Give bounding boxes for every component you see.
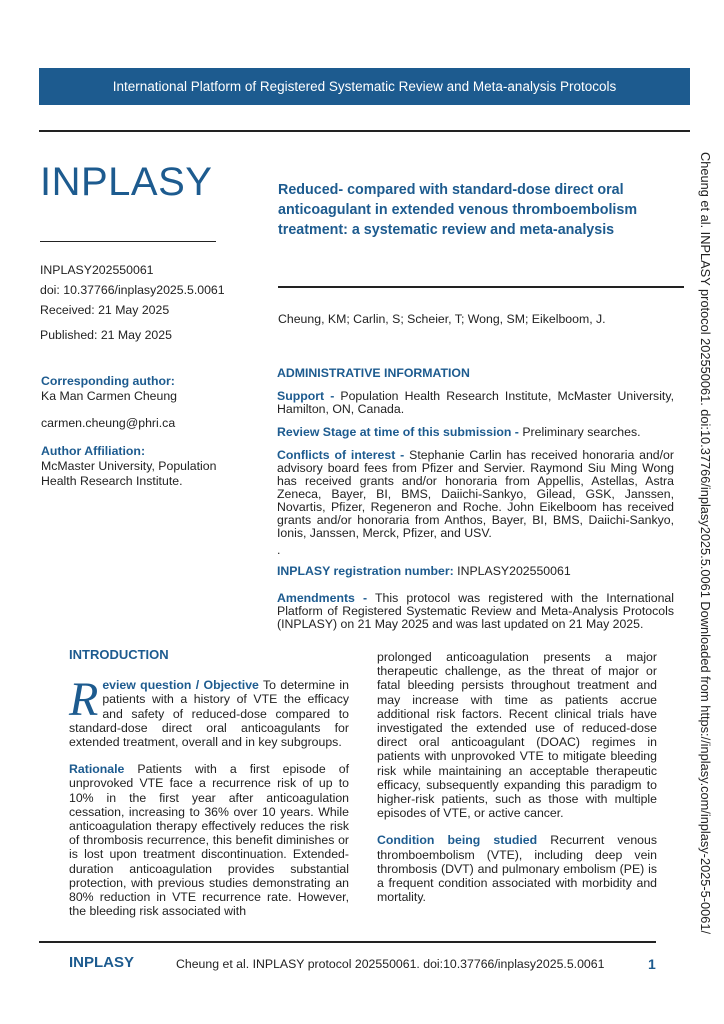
conflicts-text: Stephanie Carlin has received honoraria and/or advisory board fees from Pfizer and Servier. Raymond Siu Ming Wong has received grants and/or honoraria from Appellis, Astellas, Astra Zeneca, Bayer, BI, BMS, Daiichi-Sankyo, Gilead, GSK, Janssen, Novartis, Pfizer, Regeneron and Roche. John Eikelboom has received grants and/or honoraria from Anthos, Bayer, BI, BMS, Daiichi-Sankyo, Ionis, Janssen, Merck, Pfizer, and USV.: [277, 448, 674, 540]
amendments-paragraph: [277, 592, 674, 631]
affiliation-text: McMaster University, Population Health Research Institute.: [41, 459, 217, 488]
logo-divider: [40, 241, 216, 242]
review-question-paragraph: [69, 673, 349, 750]
rationale-text: Patients with a first episode of unprovoked VTE face a recurrence risk of up to 10% in the first year after anticoagulation cessation, increasing to 36% over 10 years. While anticoagulation therapy effectively reduces the risk of thrombosis recurrence, this benefit diminishes or is lost upon treatment discontinuation. Extended-duration anticoagulation provides substantial protection, with previous studies demonstrating an 80% reduction in VTE recurrence rate. However, the bleeding risk associated with: [69, 762, 349, 919]
footer-citation: Cheung et al. INPLASY protocol 202550061. doi:10.37766/inplasy2025.5.0061: [176, 957, 605, 971]
review-question-label: eview question / Objective: [102, 678, 259, 693]
condition-label: Condition being studied: [377, 833, 538, 848]
registration-label: INPLASY registration number:: [277, 564, 454, 578]
introduction-heading: INTRODUCTION: [69, 647, 169, 662]
stage-text: Preliminary searches.: [518, 425, 641, 439]
support-label: Support -: [277, 389, 335, 403]
rationale-continued: prolonged anticoagulation presents a major therapeutic challenge, as the threat of major or fatal bleeding persists throughout treatment and may increase with time as patients accrue additional risk factors. Recent clinical trials have investigated the extended use of reduced-dose direct oral anticoagulant (DOAC) regimes in patients with unprovoked VTE to mitigate bleeding risk while maintaining an acceptable therapeutic efficacy, subsequently expanding this paradigm to higher-risk patients, such as those with multiple episodes of VTE, or active cancer.: [377, 650, 657, 821]
amendments-label: Amendments -: [277, 591, 368, 605]
protocol-id: INPLASY202550061: [40, 263, 154, 277]
administrative-info: [277, 367, 674, 641]
received-date: Received: 21 May 2025: [40, 303, 170, 317]
admin-heading: ADMINISTRATIVE INFORMATION: [277, 366, 470, 380]
header-banner: International Platform of Registered Systematic Review and Meta-analysis Protocols: [39, 68, 690, 105]
journal-logo: INPLASY: [40, 160, 213, 204]
intro-right-column: [377, 650, 657, 917]
registration-paragraph: [277, 565, 674, 578]
amendments-text: This protocol was registered with the International Platform of Registered Systematic Review and Meta-Analysis Protocols (INPLASY) on 21 May 2025 and was last updated on 21 May 2025.: [277, 591, 674, 631]
review-question-text: To determine in patients with a history of VTE the efficacy and safety of reduced-dose compared to standard-dose direct oral anticoagulants for extended treatment, overall and in key subgroups.: [69, 678, 349, 750]
protocol-meta: [40, 260, 225, 345]
side-download-notice: Cheung et al. INPLASY protocol 202550061. doi:10.37766/inplasy2025.5.0061 Downloaded from https://inplasy.com/inplasy-2025-5-0061/: [698, 152, 713, 935]
rationale-label: Rationale: [69, 762, 125, 777]
footer-divider: [39, 941, 656, 943]
stray-dot: .: [277, 543, 281, 557]
condition-text: Recurrent venous thromboembolism (VTE), including deep vein thrombosis (DVT) and pulmonary embolism (PE) is a frequent condition associated with morbidity and mortality.: [377, 833, 658, 905]
conflicts-label: Conflicts of interest -: [277, 448, 405, 462]
page-number: 1: [648, 956, 656, 972]
intro-left-column: [69, 648, 349, 931]
corresponding-email[interactable]: carmen.cheung@phri.ca: [41, 416, 176, 430]
support-paragraph: [277, 390, 674, 416]
rationale-paragraph: [69, 762, 349, 918]
title-divider: [278, 286, 684, 288]
support-text: Population Health Research Institute, McMaster University, Hamilton, ON, Canada.: [277, 389, 675, 416]
paper-title: Reduced- compared with standard-dose direct oral anticoagulant in extended venous thromboembolism treatment: a systematic review and meta-analysis: [278, 182, 638, 238]
conflicts-paragraph: [277, 449, 674, 540]
affiliation-label: Author Affiliation:: [41, 444, 146, 458]
author-list: Cheung, KM; Carlin, S; Scheier, T; Wong, SM; Eikelboom, J.: [278, 312, 606, 326]
corresponding-block: [41, 374, 226, 489]
drop-cap: R: [69, 673, 99, 727]
footer-logo: INPLASY: [69, 954, 135, 971]
corresponding-name: Ka Man Carmen Cheung: [41, 389, 178, 403]
stage-label: Review Stage at time of this submission -: [277, 425, 519, 439]
protocol-doi: doi: 10.37766/inplasy2025.5.0061: [40, 283, 225, 297]
registration-number: INPLASY202550061: [453, 564, 571, 578]
corresponding-label: Corresponding author:: [41, 374, 175, 388]
published-date: Published: 21 May 2025: [40, 328, 172, 342]
top-divider: [39, 130, 690, 132]
condition-paragraph: [377, 833, 657, 904]
stage-paragraph: [277, 426, 674, 439]
